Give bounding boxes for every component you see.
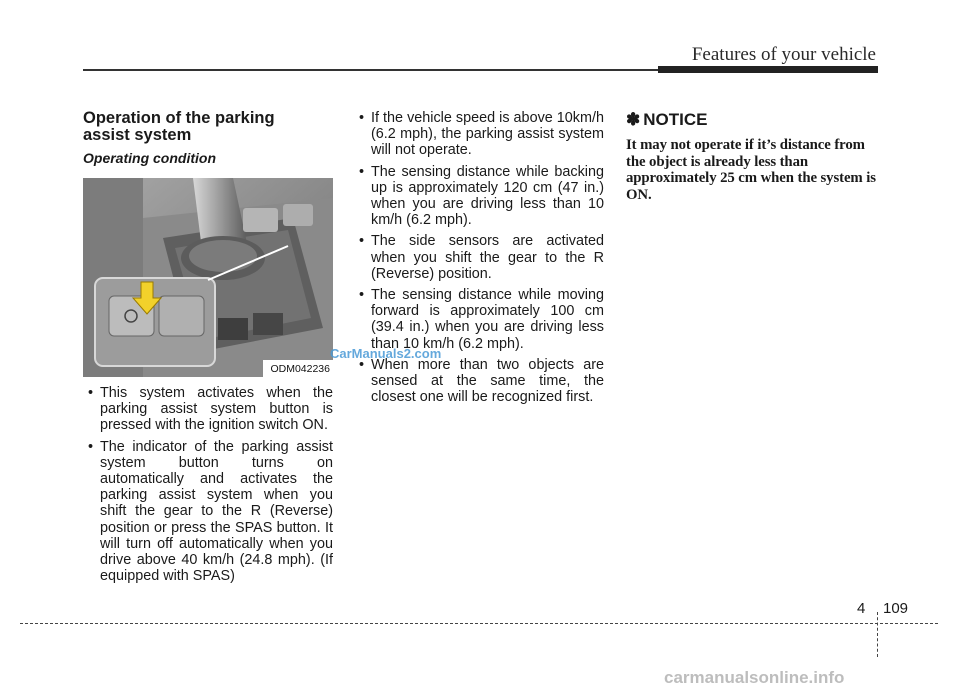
page-number: 109: [883, 600, 909, 617]
header-title: Features of your vehicle: [691, 44, 876, 65]
operating-condition-list: [83, 385, 333, 584]
watermark-carmanuals2: CarManuals2.com: [330, 346, 442, 361]
header-rule-accent: [658, 66, 878, 73]
column-left: [83, 110, 333, 589]
list-item: • When more than two objects are sensed at the same time, the closest one will be recognized first.: [354, 357, 604, 406]
list-item: • If the vehicle speed is above 10km/h (6.2 mph), the parking assist system will not operate.: [354, 110, 604, 159]
sensing-conditions-list: [354, 110, 604, 405]
notice-heading: [626, 110, 880, 130]
asterisk-cross-icon: ✽: [626, 110, 641, 129]
list-item: • The sensing distance while backing up is approximately 120 cm (47 in.) when you are driving less than 10 km/h (6.2 mph).: [354, 164, 604, 229]
footer-divider: [20, 623, 938, 624]
list-item: • This system activates when the parking assist system button is pressed with the ignition switch ON.: [83, 385, 333, 434]
header-rule: [83, 69, 658, 71]
list-item: • The indicator of the parking assist system button turns on automatically and activates the parking assist system when you shift the gear to the R (Reverse) position or press the SPAS button. It will turn off automatically when you drive above 40 km/h (24.8 mph). (If equipped with SPAS): [83, 439, 333, 585]
figure-code-label: ODM042236: [263, 360, 333, 377]
chapter-number: 4: [857, 600, 866, 617]
console-illustration: [83, 178, 333, 377]
column-right: [626, 110, 880, 203]
notice-body: It may not operate if it’s distance from the object is already less than approximately 25 cm when the system is ON.: [626, 137, 876, 203]
footer-page-separator: [877, 612, 878, 657]
list-item: • The side sensors are activated when you shift the gear to the R (Reverse) position.: [354, 233, 604, 282]
column-middle: [354, 110, 604, 410]
section-title: Operation of the parking assist system: [83, 109, 275, 144]
watermark-carmanualsonline: carmanualsonline.info: [664, 668, 845, 687]
notice-title: NOTICE: [643, 110, 708, 129]
gear-console-photo: [83, 178, 333, 377]
list-item: • The sensing distance while moving forward is approximately 100 cm (39.4 in.) when you are driving less than 10 km/h (6.2 mph).: [354, 287, 604, 352]
section-subtitle: Operating condition: [83, 150, 216, 166]
